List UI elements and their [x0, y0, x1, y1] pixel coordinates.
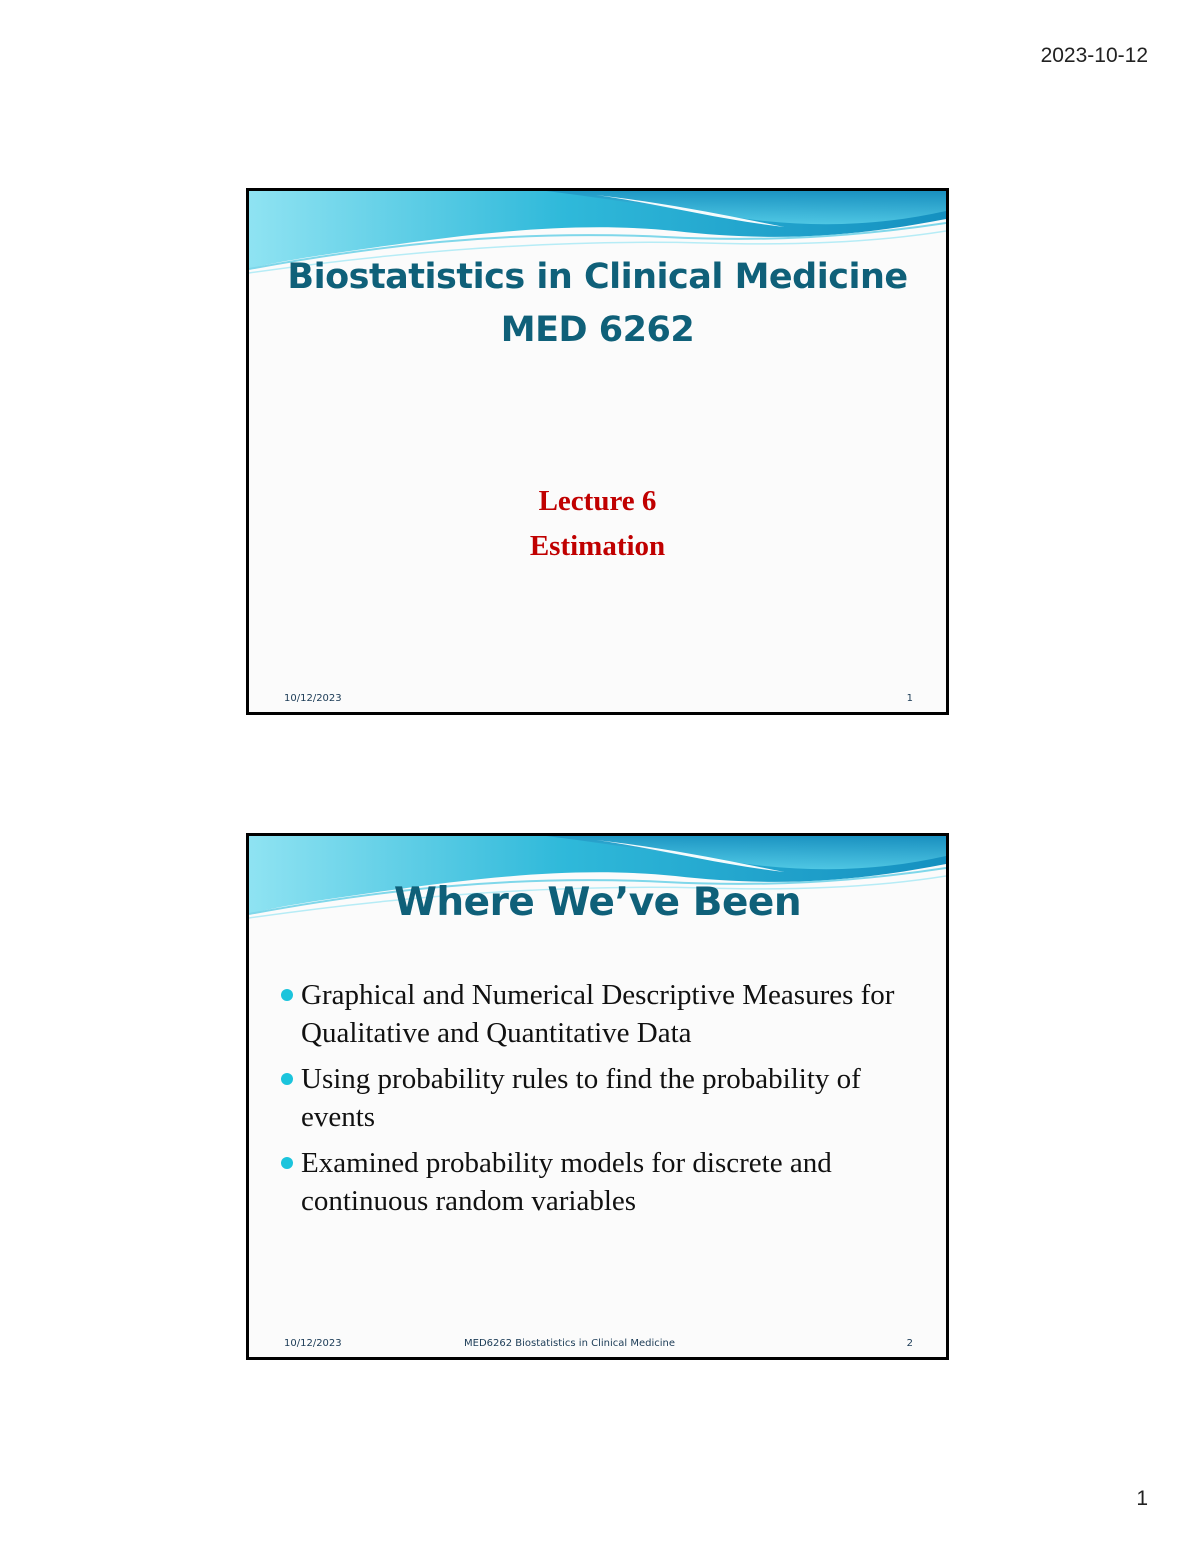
slide-2-footer — [249, 1333, 946, 1349]
slide-2-bullet-list — [281, 976, 921, 1228]
bullet-text: Graphical and Numerical Descriptive Measures for Qualitative and Quantitative Data — [301, 979, 895, 1049]
bullet-dot-icon — [281, 1157, 293, 1169]
slide-1-subtitle — [249, 479, 946, 569]
slide-2-footer-course: MED6262 Biostatistics in Clinical Medicine — [464, 1338, 675, 1349]
slide-1-footer-number: 1 — [906, 693, 913, 704]
slide-2-footer-number: 2 — [906, 1338, 913, 1349]
bullet-dot-icon — [281, 989, 293, 1001]
bullet-item — [281, 1060, 921, 1136]
slide-2-footer-date: 10/12/2023 — [284, 1338, 342, 1349]
slide-1-footer — [249, 688, 946, 704]
bullet-text: Examined probability models for discrete and continuous random variables — [301, 1147, 832, 1217]
page-number: 1 — [1136, 1487, 1148, 1510]
bullet-item — [281, 976, 921, 1052]
slide-2 — [246, 833, 949, 1360]
slide-1-title-line-1: Biostatistics in Clinical Medicine — [287, 257, 908, 297]
lecture-number: Lecture 6 — [538, 485, 657, 517]
page-date: 2023-10-12 — [1040, 44, 1148, 67]
slide-1 — [246, 188, 949, 715]
slide-1-title — [249, 251, 946, 357]
bullet-item — [281, 1144, 921, 1220]
slide-2-title: Where We’ve Been — [393, 880, 802, 925]
bullet-text: Using probability rules to find the probability of events — [301, 1063, 861, 1133]
slide-1-footer-date: 10/12/2023 — [284, 693, 342, 704]
slide-1-title-line-2: MED 6262 — [500, 310, 695, 350]
lecture-topic: Estimation — [529, 530, 666, 562]
bullet-dot-icon — [281, 1073, 293, 1085]
